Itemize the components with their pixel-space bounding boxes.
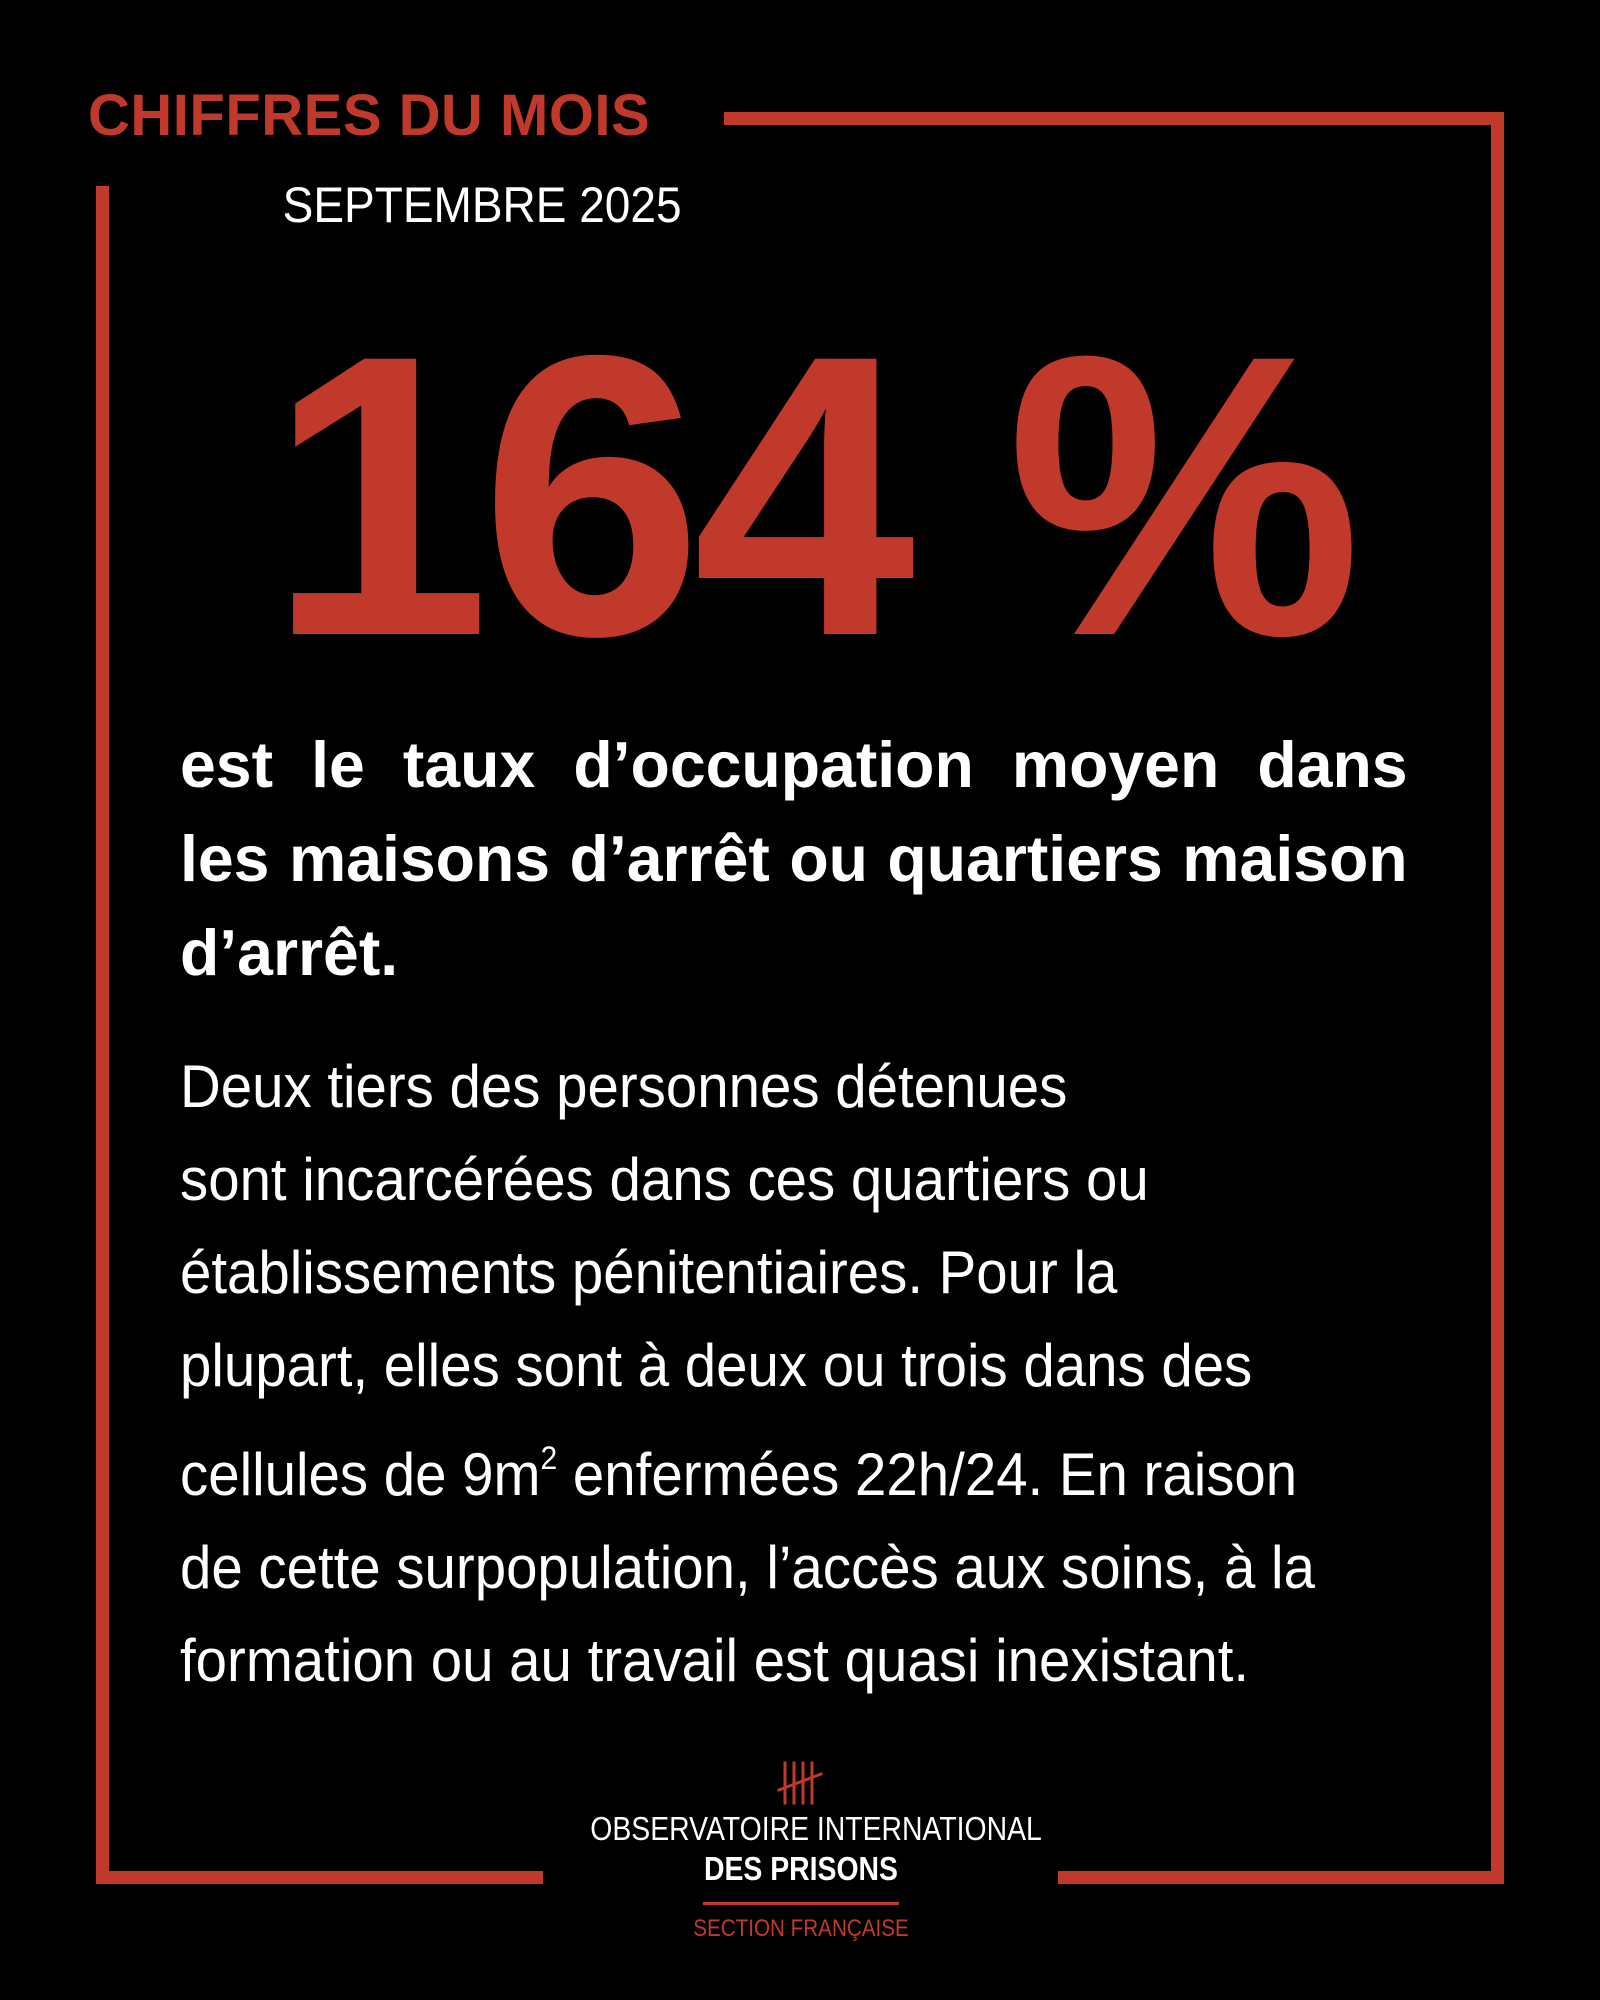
month-label: SEPTEMBRE 2025 (283, 177, 682, 233)
lead-statement: est le taux d’occupation moyen dans les maisons d’arrêt ou quartiers maison d’arrêt. (180, 728, 1408, 989)
body-line-part: enfermées 22h/24. En raison (557, 1441, 1298, 1508)
tally-marks-icon (777, 1760, 825, 1806)
logo-divider (703, 1902, 899, 1905)
body-line: sont incarcérées dans ces quartiers ou (180, 1146, 1149, 1213)
frame-bottom-left-rule (96, 1871, 543, 1884)
body-line: de cette surpopulation, l’accès aux soins, à la (180, 1534, 1315, 1601)
logo-name-line2: DES PRISONS (704, 1850, 898, 1887)
body-line-part: cellules de 9m (180, 1441, 541, 1508)
kicker-title: CHIFFRES DU MOIS (88, 83, 651, 148)
body-line: établissements pénitentiaires. Pour la (180, 1239, 1118, 1306)
body-line: plupart, elles sont à deux ou trois dans des (180, 1332, 1253, 1399)
headline-figure: 164 % (267, 272, 1353, 719)
oip-logo (556, 1760, 1046, 1943)
superscript: 2 (540, 1440, 558, 1476)
body-paragraph (180, 1040, 1364, 1707)
logo-name-line1: OBSERVATOIRE INTERNATIONAL (590, 1810, 1042, 1847)
body-line: Deux tiers des personnes détenues (180, 1053, 1068, 1120)
frame-bottom-right-rule (1058, 1871, 1504, 1884)
logo-section-label: SECTION FRANÇAISE (693, 1915, 909, 1942)
frame-top-rule (724, 112, 1504, 125)
body-line: formation ou au travail est quasi inexistant. (180, 1627, 1250, 1694)
body-line (180, 1412, 1364, 1521)
